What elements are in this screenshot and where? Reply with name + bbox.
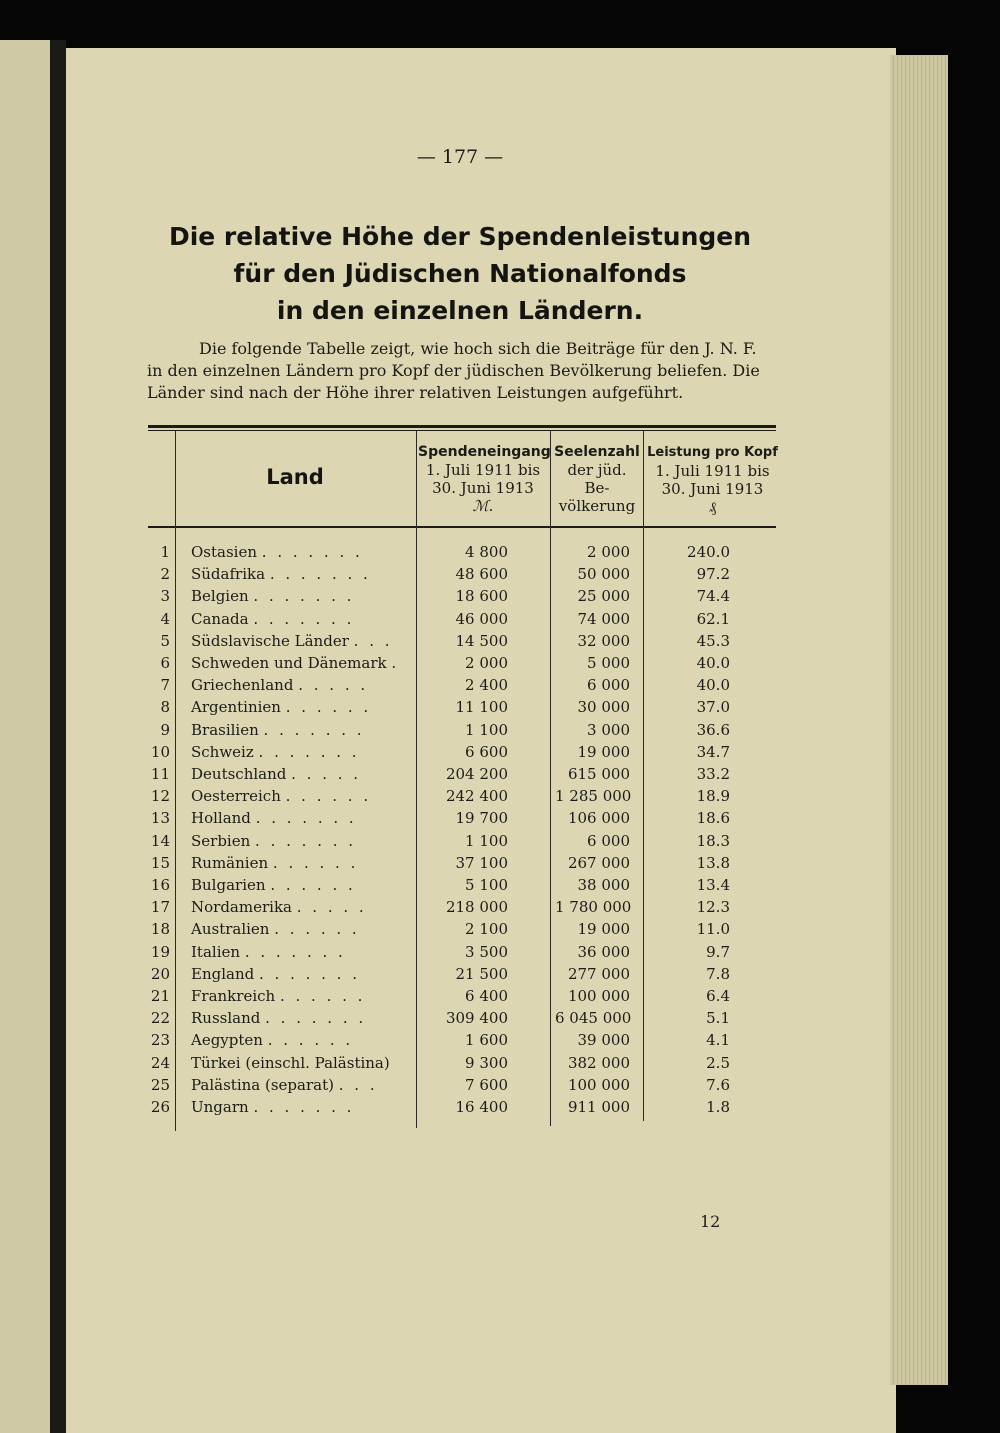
row-seelenzahl: 911 000 [567, 1098, 630, 1116]
page-title [150, 218, 770, 329]
header-seelen-line1: der jüd. [567, 461, 627, 479]
signature-mark: 12 [700, 1212, 721, 1231]
page-edges [890, 55, 948, 1385]
country-name: Palästina (separat) [191, 1075, 334, 1094]
row-seelenzahl: 5 000 [587, 654, 630, 672]
country-name: Russland [191, 1009, 261, 1028]
row-seelenzahl: 25 000 [577, 587, 630, 606]
header-leistung [645, 442, 780, 516]
row-leistung: 7.6 [706, 1075, 730, 1094]
table-row [140, 585, 780, 607]
country-name: Argentinien [191, 698, 281, 717]
row-country [191, 1074, 423, 1096]
table-top-rule [148, 425, 776, 428]
header-seelen-line3: völkerung [558, 497, 636, 515]
country-name: Aegypten [191, 1031, 263, 1050]
leader-dots: . . . . . . [270, 876, 356, 894]
row-spendeneingang: 242 400 [445, 787, 508, 806]
country-name: Nordamerika [191, 898, 292, 917]
table-row [140, 719, 780, 741]
row-country [191, 896, 423, 918]
row-number: 18 [150, 920, 170, 939]
title-line: in den einzelnen Ländern. [276, 296, 644, 325]
row-country [191, 985, 423, 1007]
row-leistung: 62.1 [696, 609, 730, 628]
header-seelenzahl [552, 442, 642, 515]
country-name: Schweden und Dänemark [191, 654, 387, 672]
row-country [191, 696, 423, 718]
row-number: 2 [160, 565, 170, 584]
row-number: 14 [150, 831, 170, 850]
leader-dots: . . . [353, 631, 393, 650]
row-spendeneingang: 9 300 [465, 1053, 508, 1072]
intro-paragraph [147, 338, 775, 404]
row-country [191, 719, 423, 741]
leader-dots: . . . . . . . [255, 831, 357, 850]
row-seelenzahl: 74 000 [577, 609, 630, 628]
row-spendeneingang: 3 500 [465, 942, 508, 961]
table-row [140, 696, 780, 718]
row-country [191, 918, 423, 940]
table-row [140, 1074, 780, 1096]
row-seelenzahl: 30 000 [577, 698, 630, 717]
leader-dots: . . . . . [298, 676, 369, 695]
country-name: Oesterreich [191, 787, 281, 806]
row-seelenzahl: 106 000 [567, 809, 630, 828]
row-leistung: 34.7 [696, 742, 730, 761]
table-row [140, 918, 780, 940]
table-row [140, 1007, 780, 1029]
row-number: 7 [160, 676, 170, 695]
table-row [140, 608, 780, 630]
country-name: Deutschland [191, 765, 287, 783]
table-row [140, 630, 780, 652]
table-row [140, 807, 780, 829]
leader-dots: . . . [338, 1075, 378, 1094]
table-row [140, 830, 780, 852]
row-seelenzahl: 382 000 [567, 1053, 630, 1072]
row-number: 25 [150, 1075, 170, 1094]
row-seelenzahl: 100 000 [567, 987, 630, 1005]
country-name: Serbien [191, 831, 251, 850]
row-seelenzahl: 267 000 [567, 853, 630, 872]
row-country [191, 1096, 423, 1118]
row-spendeneingang: 21 500 [455, 964, 508, 983]
header-land: Land [266, 465, 324, 489]
row-spendeneingang: 11 100 [455, 698, 508, 717]
country-name: Schweiz [191, 742, 254, 761]
row-leistung: 7.8 [706, 964, 730, 983]
country-name: Ostasien [191, 543, 257, 561]
row-number: 9 [160, 720, 170, 739]
leader-dots: . . . . . . . [259, 964, 360, 983]
row-spendeneingang: 7 600 [465, 1075, 508, 1094]
table-row [140, 963, 780, 985]
row-country [191, 852, 423, 874]
row-spendeneingang: 6 600 [465, 742, 508, 761]
table-row [140, 896, 780, 918]
row-spendeneingang: 18 600 [455, 587, 508, 606]
row-seelenzahl: 6 000 [587, 676, 630, 695]
table-row [140, 1052, 780, 1074]
country-name: Rumänien [191, 853, 269, 872]
header-seelen-title: Seelenzahl [554, 444, 640, 460]
row-number: 10 [150, 742, 170, 761]
leader-dots: . . . . . [291, 765, 362, 783]
row-leistung: 74.4 [696, 587, 730, 606]
row-leistung: 12.3 [696, 898, 730, 917]
leader-dots: . . . . . . . [253, 609, 355, 628]
country-name: Canada [191, 609, 249, 628]
row-spendeneingang: 4 800 [465, 543, 508, 561]
row-leistung: 6.4 [706, 987, 730, 1005]
row-leistung: 1.8 [706, 1098, 730, 1116]
row-leistung: 18.9 [696, 787, 730, 806]
table-row [140, 674, 780, 696]
row-number: 4 [160, 609, 170, 628]
row-spendeneingang: 16 400 [455, 1098, 508, 1116]
leader-dots: . . . . . . . [258, 742, 360, 761]
row-number: 12 [150, 787, 170, 806]
row-seelenzahl: 36 000 [577, 942, 630, 961]
table-row [140, 1096, 780, 1118]
row-number: 3 [160, 587, 170, 606]
leader-dots: . [391, 654, 400, 672]
row-number: 1 [160, 543, 170, 561]
row-leistung: 18.3 [696, 831, 730, 850]
header-bottom-rule [148, 526, 776, 528]
table-row [140, 541, 780, 563]
header-spenden-line2: 30. Juni 1913 [432, 479, 534, 497]
row-number: 6 [160, 654, 170, 672]
table-row [140, 741, 780, 763]
row-country [191, 1052, 423, 1074]
country-name: Italien [191, 942, 241, 961]
row-leistung: 2.5 [706, 1053, 730, 1072]
row-spendeneingang: 1 600 [465, 1031, 508, 1050]
header-spenden-title: Spendeneingang [418, 444, 551, 460]
row-spendeneingang: 6 400 [465, 987, 508, 1005]
country-name: Griechenland [191, 676, 294, 695]
row-seelenzahl: 615 000 [567, 765, 630, 783]
table-row [140, 852, 780, 874]
row-leistung: 5.1 [706, 1009, 730, 1028]
leader-dots: . . . . . . . [244, 942, 346, 961]
table-top-rule-thin [148, 430, 776, 431]
row-country [191, 630, 423, 652]
title-line: für den Jüdischen Nationalfonds [233, 259, 687, 288]
country-name: England [191, 964, 255, 983]
header-spendeneingang [418, 442, 551, 515]
row-leistung: 240.0 [687, 543, 730, 561]
row-seelenzahl: 1 780 000 [555, 898, 632, 917]
row-spendeneingang: 14 500 [455, 631, 508, 650]
row-number: 24 [150, 1053, 170, 1072]
header-spenden-line1: 1. Juli 1911 bis [425, 461, 541, 479]
leader-dots: . . . . . . [279, 987, 366, 1005]
row-spendeneingang: 1 100 [465, 831, 508, 850]
row-spendeneingang: 2 400 [465, 676, 508, 695]
row-spendeneingang: 5 100 [465, 876, 508, 894]
row-leistung: 45.3 [696, 631, 730, 650]
row-seelenzahl: 50 000 [577, 565, 630, 584]
row-leistung: 13.4 [696, 876, 730, 894]
row-country [191, 652, 423, 674]
row-country [191, 1029, 423, 1051]
row-number: 8 [160, 698, 170, 717]
row-leistung: 40.0 [696, 654, 730, 672]
row-leistung: 18.6 [696, 809, 730, 828]
row-spendeneingang: 19 700 [455, 809, 508, 828]
row-leistung: 37.0 [696, 698, 730, 717]
leader-dots: . . . . . . . [269, 565, 371, 584]
row-seelenzahl: 38 000 [577, 876, 630, 894]
row-number: 20 [150, 964, 170, 983]
leader-dots: . . . . . . . [263, 720, 365, 739]
row-seelenzahl: 2 000 [587, 543, 630, 561]
row-seelenzahl: 32 000 [577, 631, 630, 650]
row-seelenzahl: 100 000 [567, 1075, 630, 1094]
row-country [191, 874, 423, 896]
row-number: 23 [150, 1031, 170, 1050]
leader-dots: . . . . . . [274, 920, 360, 939]
table-row [140, 652, 780, 674]
table-row [140, 874, 780, 896]
intro-line: Die folgende Tabelle zeigt, wie hoch sich die Beiträge für den J. N. F. [199, 339, 757, 358]
header-leistung-unit: ₰ [708, 498, 717, 516]
intro-line: Länder sind nach der Höhe ihrer relativen Leistungen aufgeführt. [147, 383, 684, 402]
row-number: 5 [160, 631, 170, 650]
row-seelenzahl: 1 285 000 [555, 787, 632, 806]
row-number: 19 [150, 942, 170, 961]
leader-dots: . . . . . . . [261, 543, 363, 561]
row-country [191, 541, 423, 563]
table-row [140, 763, 780, 785]
row-spendeneingang: 218 000 [445, 898, 508, 917]
left-page-edge [0, 40, 50, 1433]
row-spendeneingang: 2 100 [465, 920, 508, 939]
page-number: — 177 — [416, 146, 504, 168]
leader-dots: . . . . . . [272, 853, 359, 872]
leader-dots: . . . . . . [285, 787, 372, 806]
table-row [140, 563, 780, 585]
table-row [140, 941, 780, 963]
row-country [191, 674, 423, 696]
row-leistung: 33.2 [696, 765, 730, 783]
table-row [140, 985, 780, 1007]
row-number: 26 [150, 1098, 170, 1116]
country-name: Südslavische Länder [191, 631, 349, 650]
header-leistung-title: Leistung pro Kopf [647, 445, 778, 460]
leader-dots: . . . . . . . [253, 587, 355, 606]
row-country [191, 585, 423, 607]
country-name: Belgien [191, 587, 249, 606]
row-seelenzahl: 277 000 [567, 964, 630, 983]
row-leistung: 36.6 [696, 720, 730, 739]
row-number: 17 [150, 898, 170, 917]
country-name: Bulgarien [191, 876, 266, 894]
row-spendeneingang: 309 400 [445, 1009, 508, 1028]
row-spendeneingang: 37 100 [455, 853, 508, 872]
row-spendeneingang: 204 200 [445, 765, 508, 783]
row-country [191, 963, 423, 985]
header-leistung-line2: 30. Juni 1913 [661, 480, 764, 498]
header-leistung-line1: 1. Juli 1911 bis [655, 462, 770, 480]
row-seelenzahl: 19 000 [577, 920, 630, 939]
row-number: 13 [150, 809, 170, 828]
row-number: 22 [150, 1009, 170, 1028]
leader-dots: . . . . . . [285, 698, 372, 717]
row-country [191, 807, 423, 829]
row-spendeneingang: 48 600 [455, 565, 508, 584]
book-gutter [50, 40, 66, 1433]
header-seelen-line2: Be- [584, 479, 610, 497]
table-row [140, 785, 780, 807]
row-leistung: 9.7 [706, 942, 730, 961]
leader-dots: . . . . . . . [255, 809, 357, 828]
row-country [191, 741, 423, 763]
row-spendeneingang: 46 000 [455, 609, 508, 628]
row-spendeneingang: 1 100 [465, 720, 508, 739]
row-seelenzahl: 39 000 [577, 1031, 630, 1050]
row-leistung: 4.1 [706, 1031, 730, 1050]
row-country [191, 785, 423, 807]
row-leistung: 97.2 [696, 565, 730, 584]
row-leistung: 11.0 [696, 920, 730, 939]
row-number: 11 [150, 765, 170, 783]
row-country [191, 1007, 423, 1029]
leader-dots: . . . . . . . [253, 1098, 355, 1116]
row-country [191, 763, 423, 785]
country-name: Brasilien [191, 720, 259, 739]
row-country [191, 941, 423, 963]
row-number: 21 [150, 987, 170, 1005]
title-line: Die relative Höhe der Spendenleistungen [168, 222, 752, 251]
row-seelenzahl: 3 000 [587, 720, 630, 739]
row-country [191, 608, 423, 630]
leader-dots: . . . . . [296, 898, 367, 917]
row-country [191, 563, 423, 585]
country-name: Ungarn [191, 1098, 249, 1116]
country-name: Südafrika [191, 565, 266, 584]
row-number: 16 [150, 876, 170, 894]
row-country [191, 830, 423, 852]
table-row [140, 1029, 780, 1051]
row-spendeneingang: 2 000 [465, 654, 508, 672]
row-seelenzahl: 6 045 000 [555, 1009, 632, 1028]
intro-line: in den einzelnen Ländern pro Kopf der jüdischen Bevölkerung beliefen. Die [147, 361, 760, 380]
country-name: Holland [191, 809, 251, 828]
row-number: 15 [150, 853, 170, 872]
row-leistung: 40.0 [696, 676, 730, 695]
country-name: Frankreich [191, 987, 276, 1005]
row-seelenzahl: 19 000 [577, 742, 630, 761]
country-name: Türkei (einschl. Palästina) [191, 1053, 390, 1072]
country-name: Australien [191, 920, 270, 939]
row-seelenzahl: 6 000 [587, 831, 630, 850]
header-spenden-unit: ℳ. [472, 497, 494, 515]
leader-dots: . . . . . . [267, 1031, 354, 1050]
leader-dots: . . . . . . . [265, 1009, 367, 1028]
row-leistung: 13.8 [696, 853, 730, 872]
